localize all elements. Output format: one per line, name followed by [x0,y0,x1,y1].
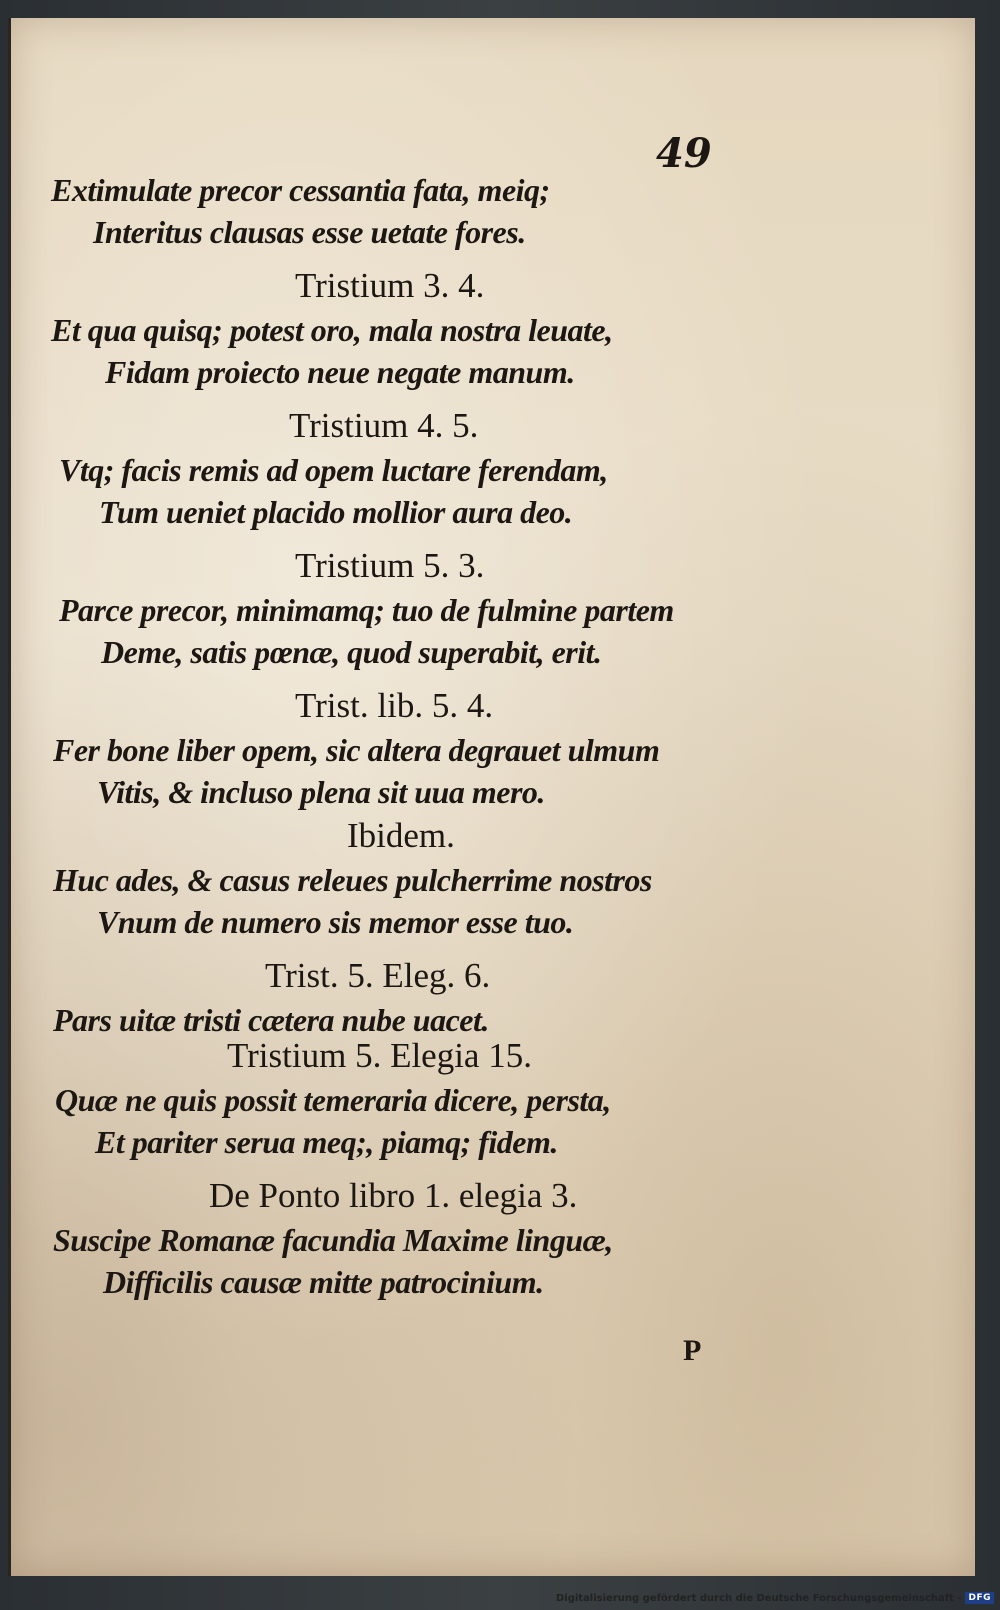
section-heading: Ibidem. [347,816,455,855]
verse-line: Extimulate precor cessantia fata, meiq; [51,172,550,208]
verse-line: Vitis, & incluso plena sit uua mero. [97,774,545,810]
dfg-logo: DFG [965,1592,994,1604]
verse-line: Et qua quisq; potest oro, mala nostra leuate, [51,312,613,348]
verse-line: Huc ades, & casus releues pulcherrime nostros [53,862,652,898]
verse-line: Suscipe Romanæ facundia Maxime linguæ, [53,1222,613,1258]
verse-line: Et pariter serua meq;, piamq; fidem. [95,1124,558,1160]
verse-line: Parce precor, minimamq; tuo de fulmine partem [59,592,674,628]
verse-line: Pars uitæ tristi cætera nube uacet. [53,1002,489,1038]
section-heading: Trist. 5. Eleg. 6. [265,956,491,995]
verse-line: Fidam proiecto neue negate manum. [105,354,575,390]
verse-line: Fer bone liber opem, sic altera degrauet ulmum [53,732,660,768]
verse-line: Difficilis causæ mitte patrocinium. [103,1264,544,1300]
section-heading: De Ponto libro 1. elegia 3. [209,1176,578,1215]
verse-line: Deme, satis pœnæ, quod superabit, erit. [101,634,602,670]
section-heading: Tristium 4. 5. [289,406,479,445]
section-heading: Trist. lib. 5. 4. [295,686,494,725]
digitization-credit [556,1592,994,1604]
section-heading: Tristium 5. Elegia 15. [227,1036,532,1075]
verse-line: Tum ueniet placido mollior aura deo. [99,494,573,530]
section-heading: Tristium 5. 3. [295,546,485,585]
book-page [8,18,975,1576]
verse-line: Vnum de numero sis memor esse tuo. [97,904,574,940]
signature-mark: P [683,1334,702,1367]
section-heading: Tristium 3. 4. [295,266,485,305]
verse-line: Quæ ne quis possit temeraria dicere, persta, [55,1082,611,1118]
verse-line: Interitus clausas esse uetate fores. [93,214,526,250]
page-number: 49 [656,130,712,177]
credit-text: Digitalisierung gefördert durch die Deutsche Forschungsgemeinschaft - [555,1592,962,1604]
verse-line: Vtq; facis remis ad opem luctare ferendam, [59,452,608,488]
